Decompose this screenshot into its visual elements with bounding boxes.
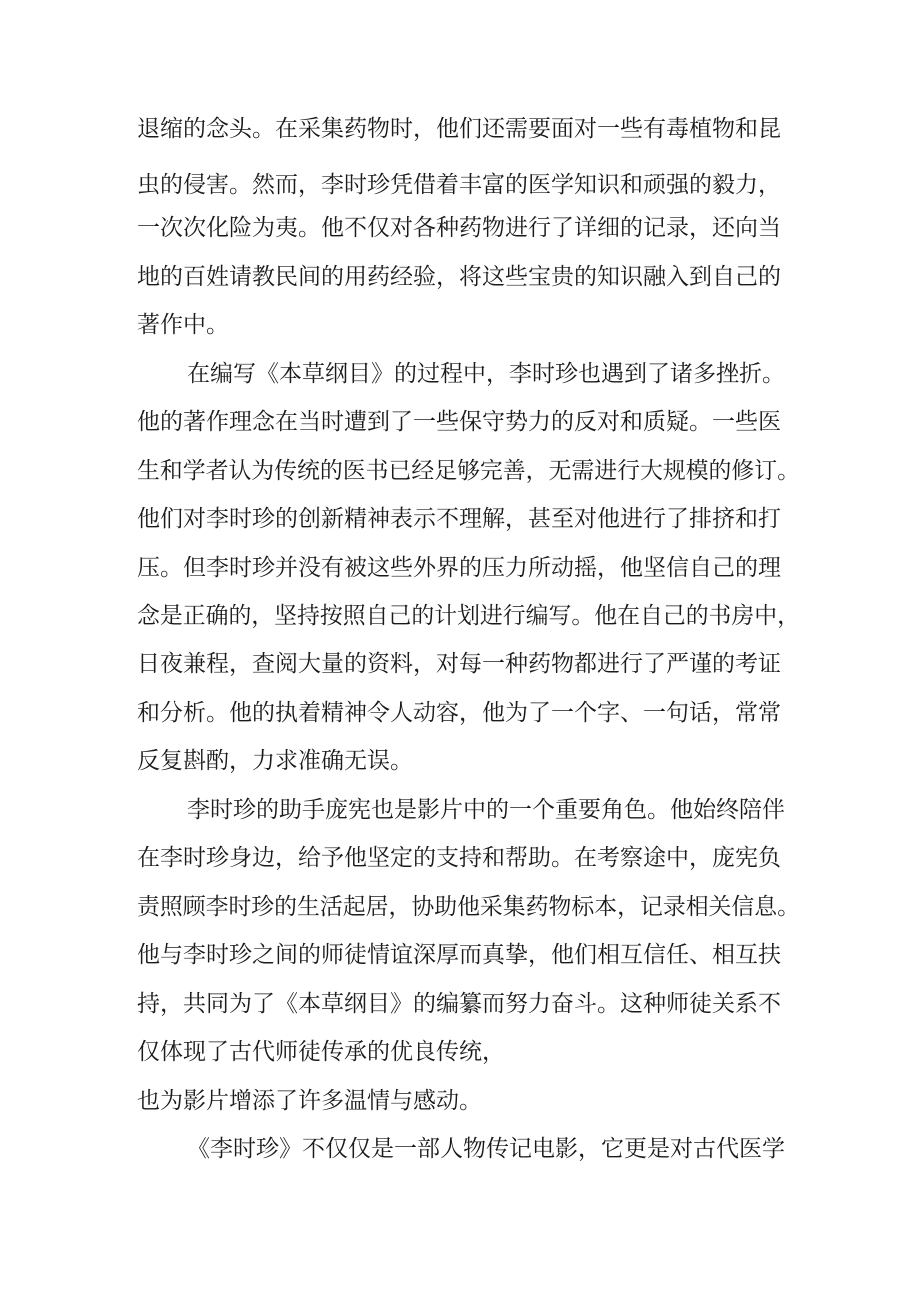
text-line: 他的著作理念在当时遭到了一些保守势力的反对和质疑。一些医 — [137, 409, 781, 435]
text-line: 也为影片增添了许多温情与感动。 — [137, 1088, 482, 1114]
text-line: 压。但李时珍并没有被这些外界的压力所动摇，他坚信自己的理 — [137, 555, 781, 581]
text-line: 他们对李时珍的创新精神表示不理解，甚至对他进行了排挤和打 — [137, 506, 781, 532]
text-line: 著作中。 — [137, 312, 229, 338]
text-line: 在李时珍身边，给予他坚定的支持和帮助。在考察途中，庞宪负 — [137, 845, 781, 871]
text-line: 反复斟酌，力求准确无误。 — [137, 748, 413, 774]
text-line: 持，共同为了《本草纲目》的编纂而努力奋斗。这种师徒关系不 — [137, 991, 781, 1017]
text-line: 生和学者认为传统的医书已经足够完善，无需进行大规模的修订。 — [137, 458, 800, 484]
text-line: 虫的侵害。然而，李时珍凭借着丰富的医学知识和顽强的毅力， — [137, 172, 781, 198]
text-line: 责照顾李时珍的生活起居，协助他采集药物标本，记录相关信息。 — [137, 894, 800, 920]
paragraph-first-line: 在编写《本草纲目》的过程中，李时珍也遇到了诸多挫折。 — [187, 361, 785, 387]
text-line: 念是正确的，坚持按照自己的计划进行编写。他在自己的书房中， — [137, 603, 800, 629]
text-line: 退缩的念头。在采集药物时，他们还需要面对一些有毒植物和昆 — [137, 116, 781, 142]
text-line: 他与李时珍之间的师徒情谊深厚而真挚，他们相互信任、相互扶 — [137, 942, 781, 968]
paragraph-first-line: 李时珍的助手庞宪也是影片中的一个重要角色。他始终陪伴 — [187, 797, 785, 823]
text-line: 一次次化险为夷。他不仅对各种药物进行了详细的记录，还向当 — [137, 215, 781, 241]
text-line: 仅体现了古代师徒传承的优良传统， — [137, 1039, 505, 1065]
text-line: 日夜兼程，查阅大量的资料，对每一种药物都进行了严谨的考证 — [137, 651, 781, 677]
text-line: 地的百姓请教民间的用药经验，将这些宝贵的知识融入到自己的 — [137, 264, 781, 290]
text-line: 和分析。他的执着精神令人动容，他为了一个字、一句话，常常 — [137, 700, 781, 726]
paragraph-first-line: 《李时珍》不仅仅是一部人物传记电影，它更是对古代医学 — [187, 1136, 785, 1162]
